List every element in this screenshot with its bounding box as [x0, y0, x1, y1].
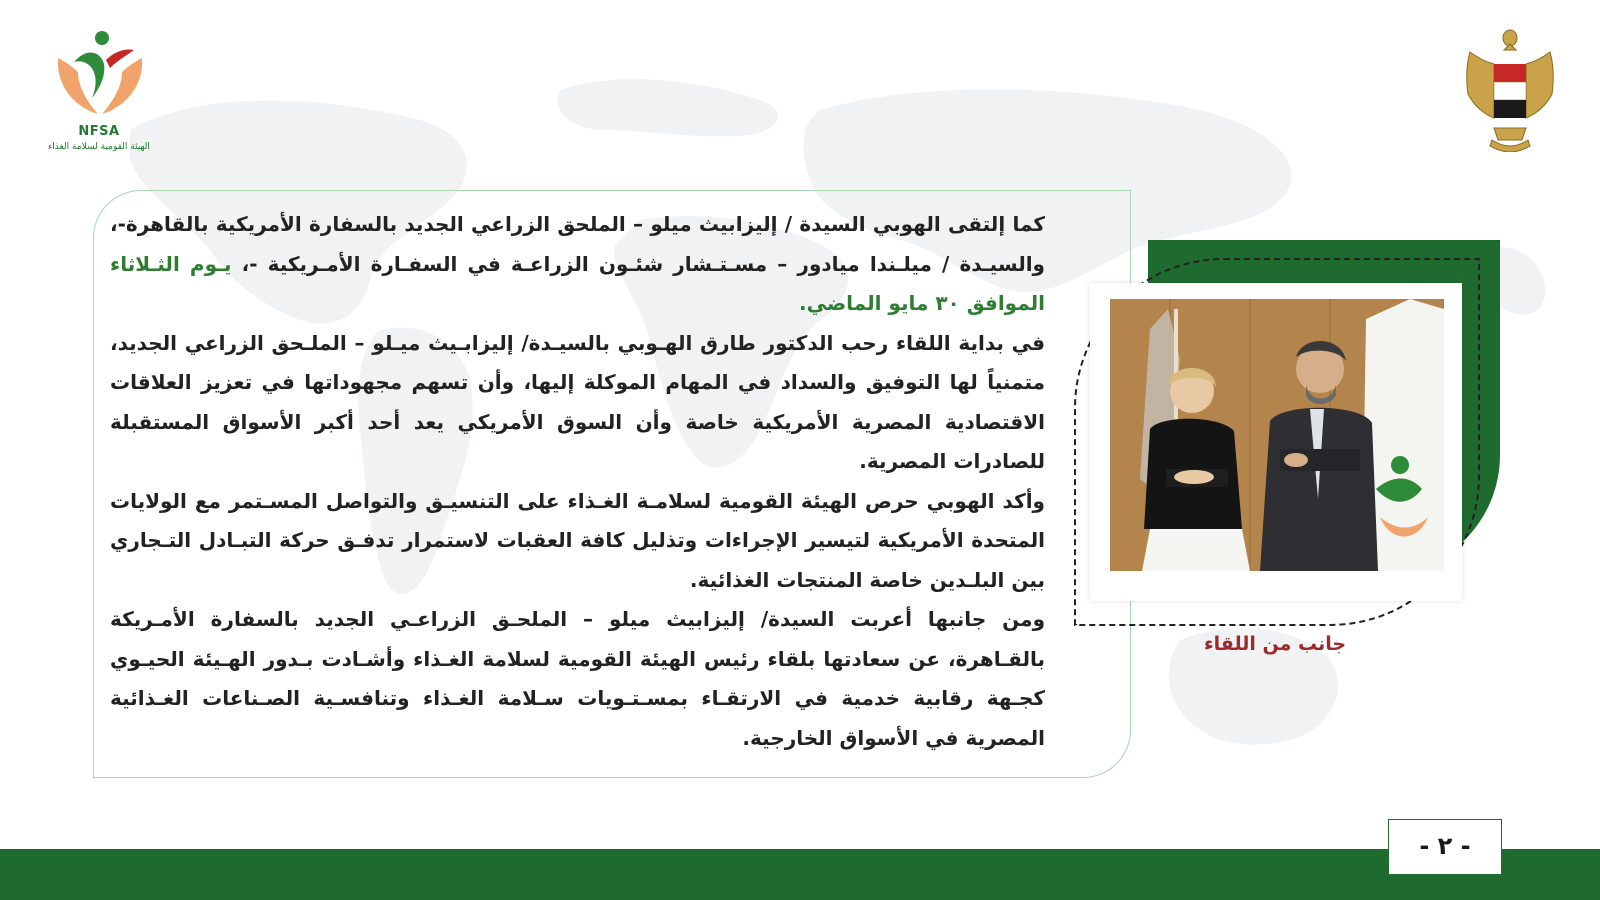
footer-bar [0, 849, 1600, 900]
egypt-eagle-emblem-icon [1464, 28, 1556, 152]
article-paragraph-4: ومن جانبها أعربت السيدة/ إليزابيث ميلو – الملحـق الزراعـي الجديد بالسفارة الأمـريكة بالقـاهرة، عن سعادتها بلقاء رئيس الهيئة القومية لسلامة الغـذاء وأشـادت بـدور الهـيئة الحيـوي كجـهة رقابية خدمية في الارتقـاء بمسـتـويات سـلامة الغـذاء وتنافسـية الصـناعات الغـذائية المصرية في الأسواق الخارجية. [110, 607, 1045, 750]
page-number: - ٢ - [1388, 819, 1502, 875]
nfsa-full-name: الهيئة القومية لسلامة الغذاء [48, 142, 150, 152]
nfsa-logo [40, 28, 160, 160]
photo-caption: جانب من اللقاء [1203, 633, 1347, 655]
meeting-date: يـوم الثـلاثاء الموافق ٣٠ مايو الماضي. [110, 251, 1045, 315]
paragraph-1-text: كما إلتقى الهوبي السيدة / إليزابيث ميلو – الملحق الزراعي الجديد بالسفارة الأمريكية بالقاهرة-، والسيـدة / ميلـندا ميادور – مسـتـشار شئـون الزراعـة في السفـارة الأمـريكية -، [110, 212, 1045, 276]
meeting-photo [1110, 299, 1444, 571]
article-paragraph-2: في بداية اللقاء رحب الدكتور طارق الهـوبي بالسيـدة/ إليزابـيث ميـلو – الملـحق الزراعي الجديد، متمنياً لها التوفيق والسداد في المهام الموكلة إليها، وأن تسهم مجهوداتها في تعزيز العلاقات الاقتصادية المصرية الأمريكية خاصة وأن السوق الأمريكي يعد أحد أكبر الأسواق المستقبلة للصادرات المصرية. [110, 330, 1045, 473]
article-body [110, 205, 1045, 758]
nfsa-hands-icon [52, 28, 148, 124]
article-paragraph-1 [110, 205, 1045, 324]
article-paragraph-3: وأكد الهوبي حرص الهيئة القومية لسلامـة الغـذاء على التنسيـق والتواصل المسـتمر مع الولايات المتحدة الأمريكية لتيسير الإجراءات وتذليل كافة العقبات لاستمرار تدفـق حركة التبـادل التـجاري بين البلـدين خاصة المنتجات الغذائية. [110, 488, 1045, 592]
nfsa-abbreviation: NFSA [78, 124, 120, 139]
